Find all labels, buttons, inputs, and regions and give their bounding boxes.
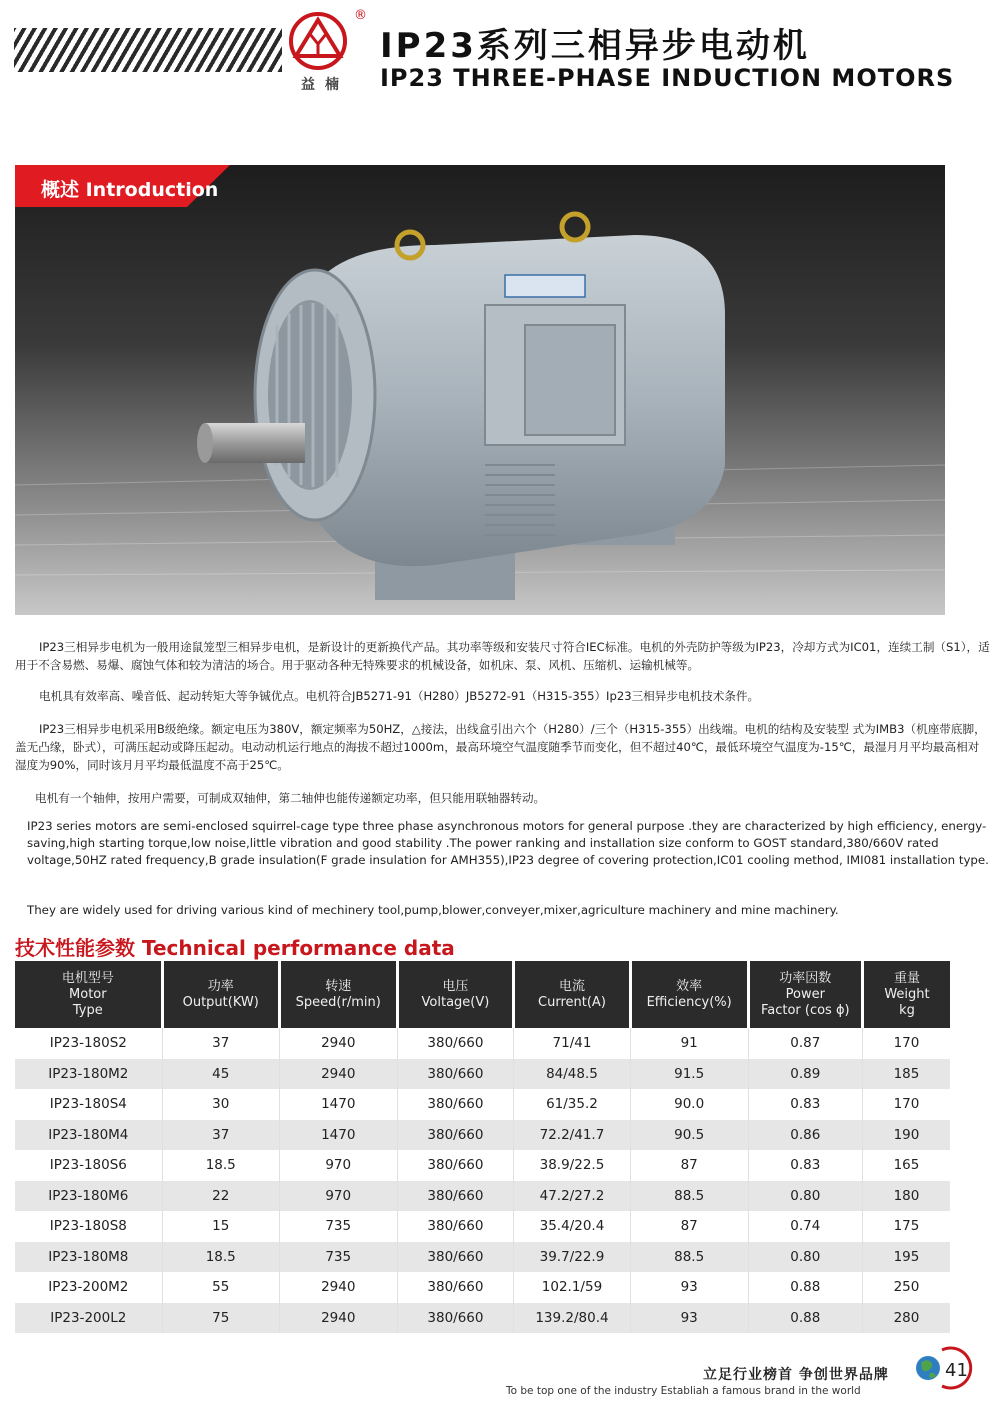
table-cell: 38.9/22.5 [514,1150,631,1181]
table-row [15,1211,950,1242]
header-voltage: 电压 Voltage(V) [397,961,514,1028]
table-cell: 18.5 [162,1150,279,1181]
table-cell: 91 [630,1028,748,1059]
table-cell: 75 [162,1303,279,1334]
table-cell: 380/660 [397,1089,514,1120]
table-cell: 2940 [279,1303,397,1334]
table-cell: 84/48.5 [514,1059,631,1090]
intro-paragraph-cn-4: 电机有一个轴伸，按用户需要，可制成双轴伸，第二轴伸也能传递额定功率，但只能用联轴器转动。 [35,791,546,805]
table-cell: 0.83 [748,1150,862,1181]
table-cell: 0.83 [748,1089,862,1120]
table-cell: 72.2/41.7 [514,1120,631,1151]
table-cell: 35.4/20.4 [514,1211,631,1242]
header-power-factor: 功率因数 Power Factor (cos ϕ) [748,961,862,1028]
footer-slogan-en: To be top one of the industry Establiah a famous brand in the world [506,1385,861,1397]
table-cell: 380/660 [397,1211,514,1242]
table-cell: 0.88 [748,1272,862,1303]
table-cell: 0.88 [748,1303,862,1334]
table-cell: 170 [862,1028,950,1059]
intro-paragraph-cn-1: IP23三相异步电机为一般用途鼠笼型三相异步电机，是新设计的更新换代产品。其功率等级和安装尺寸符合IEC标准。电机的外壳防护等级为IP23，冷却方式为IC01，连续工制（S1），适用于不含易燃、易爆、腐蚀气体和较为清洁的场合。用于驱动各种无特殊要求的机械设备，如机床、泵、风机、压缩机、运输机械等。 [15,640,990,672]
table-cell: 88.5 [630,1242,748,1273]
table-cell: IP23-180S2 [15,1028,162,1059]
table-cell: 88.5 [630,1181,748,1212]
table-cell: 380/660 [397,1272,514,1303]
brand-logo-icon [288,10,348,72]
table-cell: 190 [862,1120,950,1151]
table-cell: IP23-180M2 [15,1059,162,1090]
table-cell: 93 [630,1303,748,1334]
table-cell: 102.1/59 [514,1272,631,1303]
table-cell: IP23-180M8 [15,1242,162,1273]
table-cell: 180 [862,1181,950,1212]
table-cell: 15 [162,1211,279,1242]
table-row [15,1089,950,1120]
table-cell: 175 [862,1211,950,1242]
table-row [15,1059,950,1090]
table-header-row [15,961,950,1028]
header-motor-type: 电机型号 Motor Type [15,961,162,1028]
footer-slogan-cn: 立足行业榜首 争创世界品牌 [703,1367,889,1383]
table-cell: 1470 [279,1089,397,1120]
table-cell: 0.74 [748,1211,862,1242]
table-cell: 0.80 [748,1242,862,1273]
table-cell: 87 [630,1211,748,1242]
header-current: 电流 Current(A) [514,961,631,1028]
table-body [15,1028,950,1333]
table-cell: IP23-180M6 [15,1181,162,1212]
table-cell: 0.89 [748,1059,862,1090]
table-cell: 45 [162,1059,279,1090]
header-output: 功率 Output(KW) [162,961,279,1028]
technical-data-table [15,961,950,1333]
table-row [15,1242,950,1273]
intro-paragraph-cn-2: 电机具有效率高、噪音低、起动转矩大等争铖优点。电机符合JB5271-91（H280）JB5272-91（H315-355）Ip23三相异步电机技术条件。 [39,689,760,703]
table-cell: IP23-180M4 [15,1120,162,1151]
table-cell: 170 [862,1089,950,1120]
table-cell: 55 [162,1272,279,1303]
table-cell: 165 [862,1150,950,1181]
table-cell: 2940 [279,1028,397,1059]
brand-name: 益楠 [301,77,349,93]
table-cell: 970 [279,1150,397,1181]
table-cell: 18.5 [162,1242,279,1273]
table-cell: 93 [630,1272,748,1303]
header-speed: 转速 Speed(r/min) [279,961,397,1028]
table-cell: 735 [279,1211,397,1242]
table-row [15,1272,950,1303]
table-row [15,1120,950,1151]
table-cell: 91.5 [630,1059,748,1090]
table-row [15,1303,950,1334]
table-cell: 2940 [279,1059,397,1090]
table-cell: 195 [862,1242,950,1273]
motor-illustration [15,165,945,615]
table-cell: 280 [862,1303,950,1334]
section-title-technical-data: 技术性能参数 Technical performance data [15,936,455,960]
table-cell: 250 [862,1272,950,1303]
table-cell: IP23-180S4 [15,1089,162,1120]
table-cell: 185 [862,1059,950,1090]
table-cell: IP23-200L2 [15,1303,162,1334]
page-title-cn: IP23系列三相异步电动机 [380,26,810,66]
table-cell: 90.0 [630,1089,748,1120]
table-cell: 1470 [279,1120,397,1151]
table-cell: 735 [279,1242,397,1273]
intro-paragraph-en-2: They are widely used for driving various kind of mechinery tool,pump,blower,conveyer,mixer,agriculture machinery and mine machinery. [27,903,839,917]
header-efficiency: 效率 Efficiency(%) [630,961,748,1028]
intro-paragraph-cn-3: IP23三相异步电机采用B级绝缘。额定电压为380V，额定频率为50HZ，△接法，出线盒引出六个（H280）/三个（H315-355）出线端。电机的结构及安装型 式为IMB3（机座带底脚，盖无凸缘，卧式），可满压起动或降压起动。电动动机运行地点的海拔不超过1000m，最高环境空气温度随季节而变化，但不超过40℃，最低环境空气温度为-15℃，最湿月月平均最高相对湿度为90%，同时该月月平均最低温度不高于25℃。 [15,722,986,772]
table-cell: 0.86 [748,1120,862,1151]
table-cell: 61/35.2 [514,1089,631,1120]
table-cell: 380/660 [397,1242,514,1273]
table-cell: 2940 [279,1272,397,1303]
table-cell: 71/41 [514,1028,631,1059]
header-weight: 重量 Weight kg [862,961,950,1028]
table-cell: 380/660 [397,1059,514,1090]
table-cell: 139.2/80.4 [514,1303,631,1334]
table-row [15,1028,950,1059]
table-cell: 380/660 [397,1150,514,1181]
table-cell: 970 [279,1181,397,1212]
table-cell: 0.87 [748,1028,862,1059]
hero-motor-image [15,165,945,615]
table-cell: 47.2/27.2 [514,1181,631,1212]
table-cell: 30 [162,1089,279,1120]
table-cell: 380/660 [397,1303,514,1334]
table-cell: 37 [162,1028,279,1059]
intro-paragraph-en-1: IP23 series motors are semi-enclosed squirrel-cage type three phase asynchronous motors for general purpose .they are characterized by high efficiency, energy-saving,high starting torque,low noise,little vibration and good stability .The power ranking and installation size conform to GOST standard,380/660V rated voltage,50HZ rated frequency,B grade insulation(F grade insulation for AMH355),IP23 degree of covering protection,IC01 cooling method, IMI081 installation type. [27,819,989,867]
table-row [15,1181,950,1212]
table-cell: IP23-180S6 [15,1150,162,1181]
intro-label: 概述 Introduction [41,179,219,201]
registered-mark: ® [354,8,367,23]
table-cell: 22 [162,1181,279,1212]
table-cell: IP23-180S8 [15,1211,162,1242]
table-cell: 0.80 [748,1181,862,1212]
table-cell: 39.7/22.9 [514,1242,631,1273]
table-cell: 380/660 [397,1120,514,1151]
page-title-en: IP23 THREE-PHASE INDUCTION MOTORS [380,64,955,92]
table-cell: 37 [162,1120,279,1151]
table-cell: IP23-200M2 [15,1272,162,1303]
table-cell: 87 [630,1150,748,1181]
table-row [15,1150,950,1181]
table-cell: 380/660 [397,1181,514,1212]
header-hatch-decoration [14,28,282,72]
table-cell: 380/660 [397,1028,514,1059]
table-cell: 90.5 [630,1120,748,1151]
page-number: 41 [945,1360,968,1381]
